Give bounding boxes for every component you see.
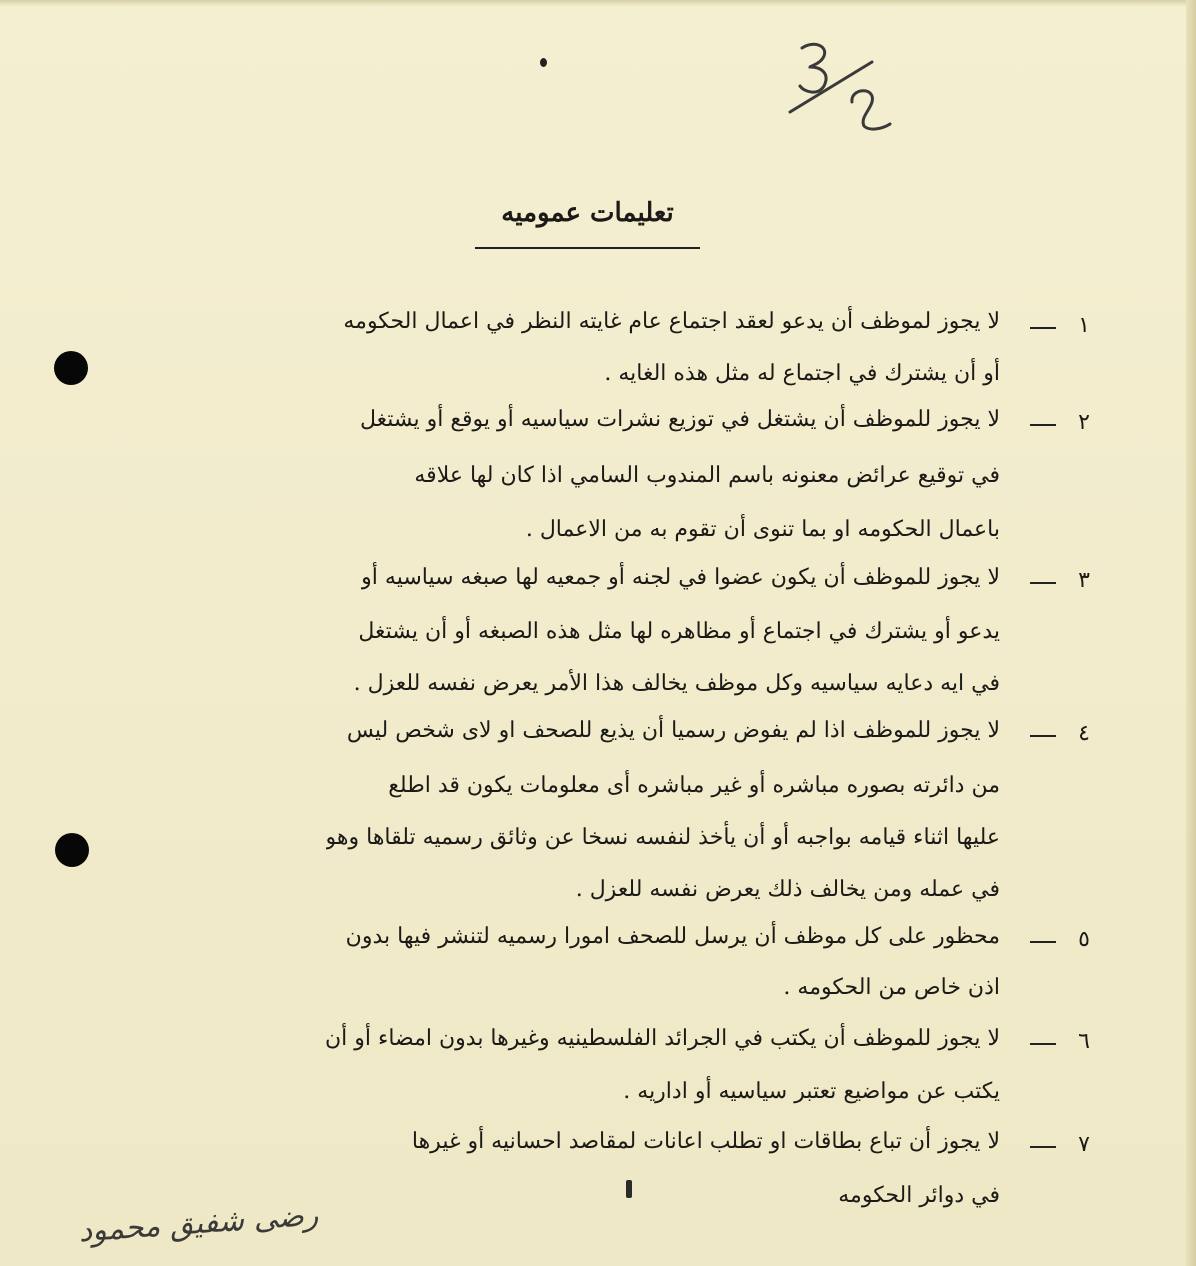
item-2-line-2: في توقيع عرائض معنونه باسم المندوب السامي اذا كان لها علاقه bbox=[414, 463, 1000, 488]
item-6-line-2: يكتب عن مواضيع تعتبر سياسيه أو اداريه . bbox=[623, 1079, 1000, 1104]
item-number: ٥ bbox=[1078, 927, 1090, 952]
item-1-line-1: لا يجوز لموظف أن يدعو لعقد اجتماع عام غايته النظر في اعمال الحكومه bbox=[343, 309, 1000, 334]
item-dash bbox=[1030, 1146, 1056, 1148]
item-4-line-3: عليها اثناء قيامه بواجبه أو أن يأخذ لنفسه نسخا عن وثائق رسميه تلقاها وهو bbox=[325, 825, 1000, 850]
item-2-line-3: باعمال الحكومه او بما تنوى أن تقوم به من الاعمال . bbox=[525, 517, 1000, 542]
item-4-line-1: لا يجوز للموظف اذا لم يفوض رسميا أن يذيع للصحف او لاى شخص ليس bbox=[346, 718, 1000, 743]
item-dash bbox=[1030, 1043, 1056, 1045]
item-number: ٢ bbox=[1078, 410, 1090, 435]
item-7-line-1: لا يجوز أن تباع بطاقات او تطلب اعانات لمقاصد احسانيه أو غيرها bbox=[411, 1129, 1000, 1154]
title-underline bbox=[475, 247, 700, 249]
item-6-line-1: لا يجوز للموظف أن يكتب في الجرائد الفلسطينيه وغيرها بدون امضاء أو أن bbox=[324, 1026, 1000, 1051]
document-title: تعليمات عموميه bbox=[501, 198, 674, 228]
page-right-edge bbox=[1186, 0, 1196, 1266]
ink-dot bbox=[540, 58, 547, 67]
item-dash bbox=[1030, 941, 1056, 943]
item-5-line-2: اذن خاص من الحكومه . bbox=[783, 975, 1000, 1000]
item-number: ٣ bbox=[1078, 568, 1090, 593]
item-3-line-3: في ايه دعايه سياسيه وكل موظف يخالف هذا الأمر يعرض نفسه للعزل . bbox=[353, 671, 1000, 696]
item-number: ٧ bbox=[1078, 1132, 1090, 1157]
item-number: ٤ bbox=[1078, 721, 1090, 746]
item-3-line-1: لا يجوز للموظف أن يكون عضوا في لجنه أو جمعيه لها صبغه سياسيه أو bbox=[361, 565, 1000, 590]
item-4-line-4: في عمله ومن يخالف ذلك يعرض نفسه للعزل . bbox=[575, 877, 1000, 902]
item-7-line-2: في دوائر الحكومه bbox=[838, 1183, 1000, 1208]
punch-hole-top bbox=[54, 351, 88, 385]
item-2-line-1: لا يجوز للموظف أن يشتغل في توزيع نشرات سياسيه أو يوقع أو يشتغل bbox=[359, 407, 1000, 432]
item-3-line-2: يدعو أو يشترك في اجتماع أو مظاهره لها مثل هذه الصبغه أو أن يشتغل bbox=[358, 619, 1000, 644]
item-dash bbox=[1030, 327, 1056, 329]
page-top-edge bbox=[0, 0, 1196, 6]
folio-handwritten-number bbox=[780, 40, 910, 140]
item-dash bbox=[1030, 735, 1056, 737]
item-dash bbox=[1030, 424, 1056, 426]
item-4-line-2: من دائرته بصوره مباشره أو غير مباشره أى معلومات يكون قد اطلع bbox=[388, 773, 1000, 798]
punch-hole-bottom bbox=[55, 833, 89, 867]
item-number: ٦ bbox=[1078, 1029, 1090, 1054]
ink-mark bbox=[626, 1180, 632, 1198]
handwritten-signature: رضى شفيق محمود bbox=[77, 1197, 320, 1250]
item-5-line-1: محظور على كل موظف أن يرسل للصحف امورا رسميه لتنشر فيها بدون bbox=[345, 924, 1000, 949]
item-1-line-2: أو أن يشترك في اجتماع له مثل هذه الغايه . bbox=[604, 361, 1000, 386]
item-dash bbox=[1030, 582, 1056, 584]
item-number: ١ bbox=[1078, 313, 1090, 338]
